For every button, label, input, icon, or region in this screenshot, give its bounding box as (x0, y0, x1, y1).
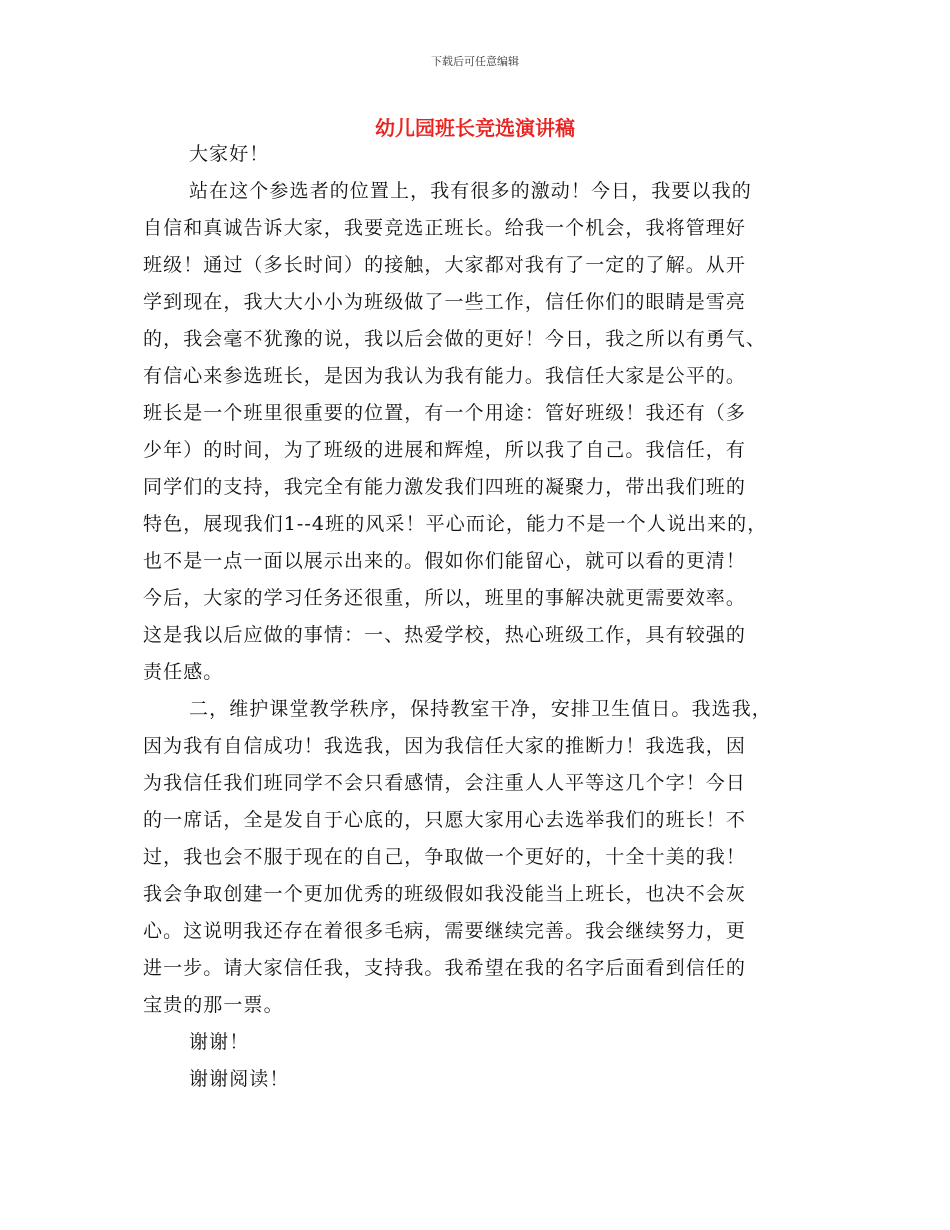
body-line: 同学们的支持，我完全有能力激发我们四班的凝聚力，带出我们班的 (143, 476, 747, 498)
body-line: 宝贵的那一票。 (143, 994, 284, 1016)
document-title: 幼儿园班长竞选演讲稿 (375, 116, 575, 140)
body-line: 有信心来参选班长，是因为我认为我有能力。我信任大家是公平的。 (143, 365, 747, 387)
body-line: 大家好！ (189, 143, 270, 165)
body-line: 心。这说明我还存在着很多毛病，需要继续完善。我会继续努力，更 (143, 920, 747, 942)
body-line: 这是我以后应做的事情：一、热爱学校，热心班级工作，具有较强的 (143, 624, 747, 646)
body-line: 过，我也会不服于现在的自己，争取做一个更好的，十全十美的我！ (143, 846, 747, 868)
body-line: 进一步。请大家信任我，支持我。我希望在我的名字后面看到信任的 (143, 957, 747, 979)
body-line: 自信和真诚告诉大家，我要竞选正班长。给我一个机会，我将管理好 (143, 217, 747, 239)
page-header-note: 下载后可任意编辑 (431, 55, 519, 68)
body-line: 二，维护课堂教学秩序，保持教室干净，安排卫生值日。我选我， (189, 698, 772, 720)
body-line: 站在这个参选者的位置上，我有很多的激动！今日，我要以我的 (189, 180, 752, 202)
body-line: 班级！通过（多长时间）的接触，大家都对我有了一定的了解。从开 (143, 254, 747, 276)
body-line: 班长是一个班里很重要的位置，有一个用途：管好班级！我还有（多 (143, 402, 747, 424)
body-line: 我会争取创建一个更加优秀的班级假如我没能当上班长，也决不会灰 (143, 883, 747, 905)
document-body (143, 140, 823, 1102)
body-line: 学到现在，我大大小小为班级做了一些工作，信任你们的眼睛是雪亮 (143, 291, 747, 313)
body-line: 谢谢阅读！ (189, 1068, 290, 1090)
body-line: 责任感。 (143, 661, 224, 683)
body-line: 少年）的时间，为了班级的进展和辉煌，所以我了自己。我信任，有 (143, 439, 747, 461)
body-line: 的，我会毫不犹豫的说，我以后会做的更好！今日，我之所以有勇气、 (143, 328, 767, 350)
body-line: 特色，展现我们1--4班的风采！平心而论，能力不是一个人说出来的， (143, 513, 768, 535)
body-line: 也不是一点一面以展示出来的。假如你们能留心，就可以看的更清！ (143, 550, 747, 572)
body-line: 为我信任我们班同学不会只看感情，会注重人人平等这几个字！今日 (143, 772, 747, 794)
body-line: 今后，大家的学习任务还很重，所以，班里的事解决就更需要效率。 (143, 587, 747, 609)
body-line: 因为我有自信成功！我选我，因为我信任大家的推断力！我选我，因 (143, 735, 747, 757)
body-line: 的一席话，全是发自于心底的，只愿大家用心去选举我们的班长！不 (143, 809, 747, 831)
body-line: 谢谢！ (189, 1031, 250, 1053)
